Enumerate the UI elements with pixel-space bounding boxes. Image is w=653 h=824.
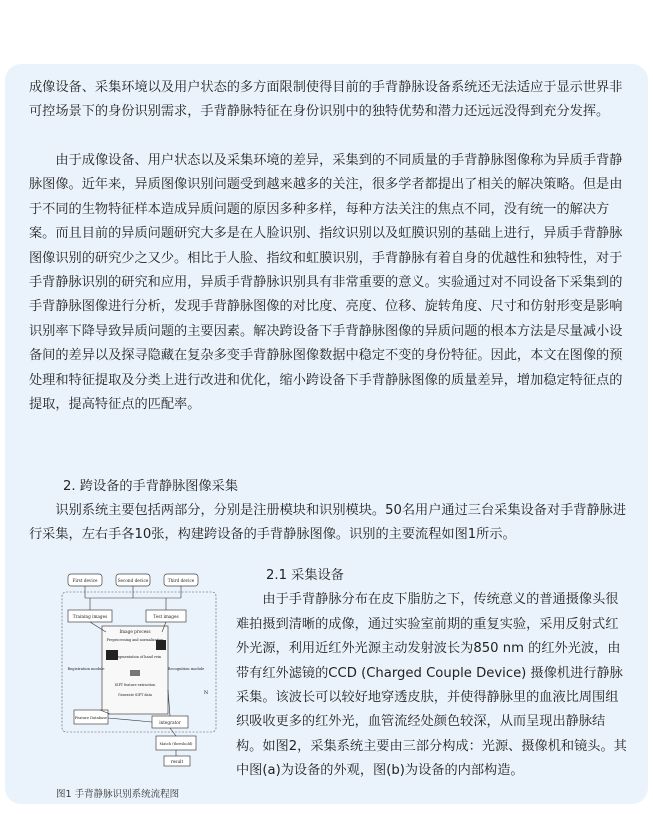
label-integrator: integrator	[159, 720, 181, 725]
label-device2: Second device	[117, 578, 149, 583]
label-sift: SIFT feature extraction	[114, 683, 156, 687]
paragraph-system-overview: 识别系统主要包括两部分，分别是注册模块和识别模块。50名用户通过三台采集设备对手背静脉进行采集，左右手各10张，构建跨设备的手背静脉图像。识别的主要流程如图1所示。	[29, 503, 627, 543]
section-heading: 2. 跨设备的手背静脉图像采集	[63, 479, 239, 494]
sift-thumb	[130, 670, 140, 676]
label-training: Training images	[72, 614, 108, 619]
label-registration: Registration module	[67, 667, 105, 671]
right-column	[236, 564, 628, 784]
label-match: Match (threshold)	[159, 742, 193, 746]
paragraph-intro-continued: 成像设备、采集环境以及用户状态的多方面限制使得目前的手背静脉设备系统还无法适应于显示世界非可控场景下的身份识别需求，手背静脉特征在身份识别中的独特优势和潜力还远远没得到充分发挥。	[29, 80, 623, 120]
label-feature-db: Feature Database	[74, 716, 108, 720]
label-recognition: Recognition module	[167, 667, 205, 671]
label-image-process: Image process	[119, 629, 151, 634]
label-n: N	[203, 690, 209, 696]
label-device1: First device	[72, 578, 98, 583]
label-generate: Generate SIFT data	[118, 693, 152, 697]
label-device3: Third device	[167, 578, 195, 583]
label-preprocess: Preprocessing and normalization	[106, 638, 164, 642]
label-result: result	[170, 759, 184, 764]
subsection-heading: 2.1 采集设备	[266, 568, 344, 583]
label-test: Test images	[153, 614, 179, 619]
system-flowchart-figure	[60, 570, 220, 770]
figure-caption: 图1 手背静脉识别系统流程图	[56, 789, 180, 800]
label-segmentation: Segmentation of hand vein	[114, 655, 162, 659]
paragraph-acquisition-device: 由于手背静脉分布在皮下脂肪之下，传统意义的普通摄像头很难拍摄到清晰的成像，通过实验室前期的重复实验，采用反射式红外光源，利用近红外光源主动发射波长为850 nm 的红外光波，由带有红外滤镜的CCD (Charged Couple Device) 摄像机进行静脉采集。该波长可以较好地穿透皮肤，并使得静脉里的血液比周围组织吸收更多的红外光，血管流经处颜色较深，从而呈现出静脉结构。如图2，采集系统主要由三部分构成：光源、摄像机和镜头。其中图(a)为设备的外观，图(b)为设备的内部构造。	[236, 592, 627, 779]
paragraph-heterogeneous: 由于成像设备、用户状态以及采集环境的差异，采集到的不同质量的手背静脉图像称为异质手背静脉图像。近年来，异质图像识别问题受到越来越多的关注，很多学者都提出了相关的解决策略。但是由于不同的生物特征样本造成异质问题的原因多种多样，每种方法关注的焦点不同，没有统一的解决方案。而且目前的异质问题研究大多是在人脸识别、指纹识别以及虹膜识别的基础上进行，异质手背静脉图像识别的研究少之又少。相比于人脸、指纹和虹膜识别，手背静脉有着自身的优越性和独特性，对于手背静脉识别的研究和应用，异质手背静脉识别具有非常重要的意义。实验通过对不同设备下采集到的手背静脉图像进行分析，发现手背静脉图像的对比度、亮度、位移、旋转角度、尺寸和仿射形变是影响识别率下降导致异质问题的主要因素。解决跨设备下手背静脉图像的异质问题的根本方法是尽量减小设备间的差异以及探寻隐藏在复杂多变手背静脉图像数据中稳定不变的身份特征。因此，本文在图像的预处理和特征提取及分类上进行改进和优化，缩小跨设备下手背静脉图像的质量差异，增加稳定特征点的提取，提高特征点的匹配率。	[29, 153, 623, 413]
flowchart-diagram	[60, 570, 220, 770]
